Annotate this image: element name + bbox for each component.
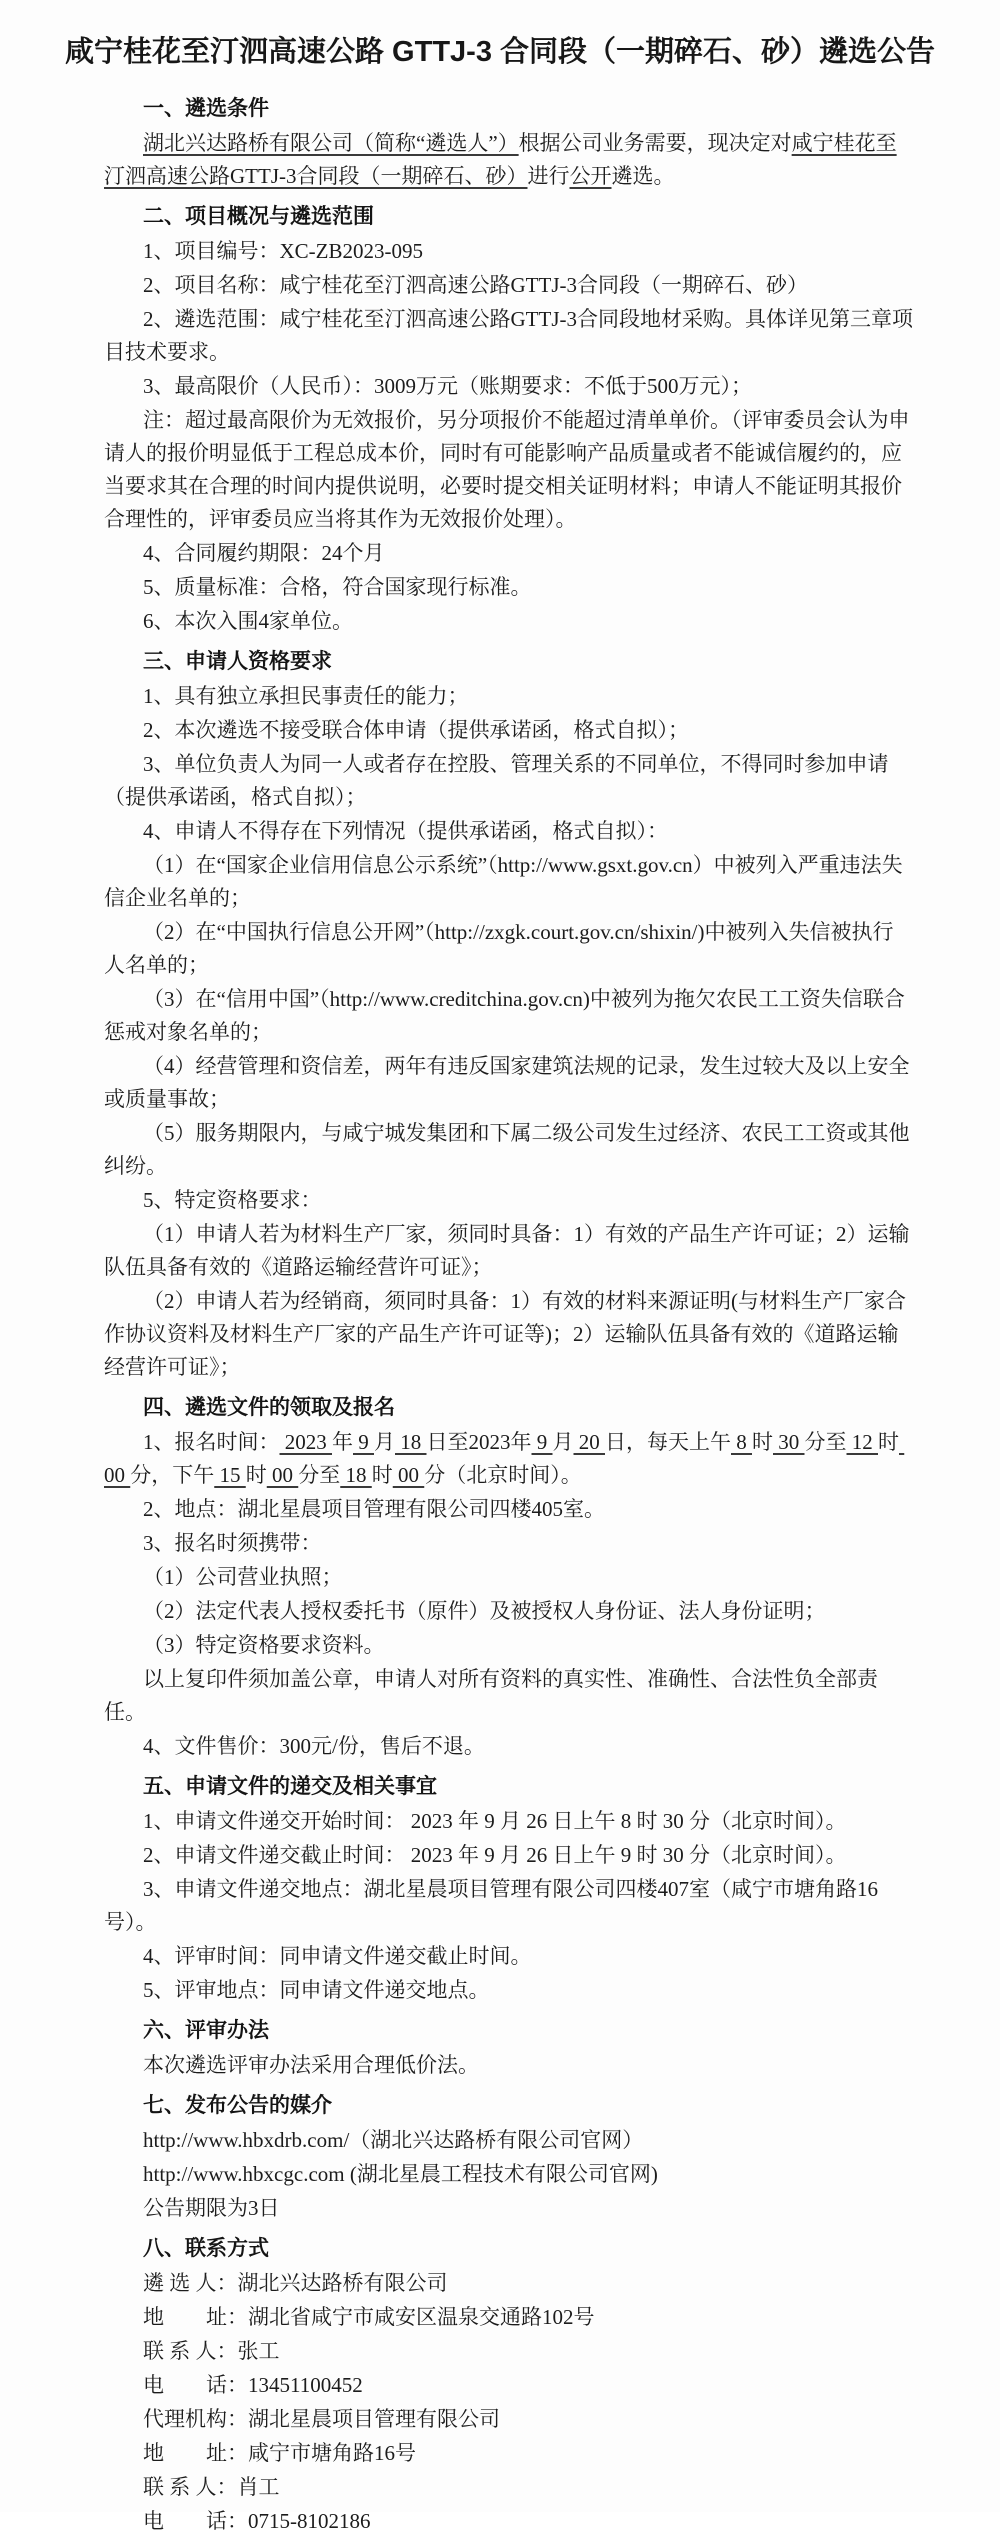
text-run: 时: [245, 1463, 267, 1487]
underlined-text: 15: [214, 1463, 246, 1487]
text-run: 1、申请文件递交开始时间： 2023 年 9 月 26 日上午 8 时 30 分（北京时间）。: [143, 1809, 847, 1833]
text-run: 3、单位负责人为同一人或者存在控股、管理关系的不同单位，不得同时参加申请（提供承诺函，格式自拟）；: [104, 752, 889, 809]
section-heading: [104, 1770, 914, 1803]
section-heading: [104, 200, 914, 233]
text-run: 代理机构：湖北星晨项目管理有限公司: [143, 2407, 500, 2431]
text-run: 6、本次入围4家单位。: [143, 609, 353, 633]
paragraph: [104, 1595, 914, 1628]
document-body: [104, 92, 914, 2538]
text-run: 进行: [527, 164, 570, 188]
text-run: 电 话：0715-8102186: [143, 2509, 371, 2533]
paragraph: [104, 269, 914, 302]
text-run: 七、发布公告的媒介: [143, 2094, 332, 2117]
paragraph: [104, 2471, 914, 2504]
paragraph: [104, 370, 914, 403]
paragraph: [104, 1285, 914, 1384]
text-run: 根据公司业务需要，现决定对: [518, 131, 792, 155]
text-run: 分至: [804, 1430, 847, 1454]
text-run: 八、联系方式: [143, 2237, 269, 2260]
paragraph: [104, 1050, 914, 1116]
paragraph: [104, 748, 914, 814]
paragraph: [104, 916, 914, 982]
text-run: 3、申请文件递交地点：湖北星晨项目管理有限公司四楼407室（咸宁市塘角路16号）。: [104, 1877, 878, 1934]
text-run: 1、具有独立承担民事责任的能力；: [143, 684, 469, 708]
paragraph: [104, 1663, 914, 1729]
text-run: （1）申请人若为材料生产厂家，须同时具备：1）有效的产品生产许可证；2）运输队伍具备有效的《道路运输经营许可证》；: [104, 1222, 910, 1279]
paragraph: [104, 1493, 914, 1526]
text-run: （1）在“国家企业信用信息公示系统”（http://www.gsxt.gov.cn）中被列入严重违法失信企业名单的；: [104, 853, 903, 910]
paragraph: [104, 1117, 914, 1183]
text-run: 5、质量标准：合格，符合国家现行标准。: [143, 575, 532, 599]
paragraph: [104, 2335, 914, 2368]
section-heading: [104, 92, 914, 125]
text-run: 2、本次遴选不接受联合体申请（提供承诺函，格式自拟）；: [143, 718, 689, 742]
page-title: 咸宁桂花至汀泗高速公路 GTTJ-3 合同段（一期碎石、砂）遴选公告: [64, 36, 935, 68]
underlined-text: 00: [392, 1463, 425, 1487]
text-run: 电 话：13451100452: [143, 2373, 363, 2397]
paragraph: [104, 815, 914, 848]
paragraph: [104, 2267, 914, 2300]
text-run: 联 系 人：肖工: [143, 2475, 280, 2499]
paragraph: [104, 537, 914, 570]
section-heading: [104, 2089, 914, 2122]
paragraph: [104, 1426, 914, 1492]
text-run: 2、遴选范围：咸宁桂花至汀泗高速公路GTTJ-3合同段地材采购。具体详见第三章项目技术要求。: [104, 307, 913, 364]
paragraph: [104, 1940, 914, 1973]
text-run: （1）公司营业执照；: [143, 1565, 343, 1589]
underlined-text: 30: [773, 1430, 805, 1454]
underlined-text: 12: [846, 1430, 878, 1454]
paragraph: [104, 571, 914, 604]
text-run: 3、报名时须携带：: [143, 1531, 322, 1555]
underlined-text: 公开: [569, 164, 612, 188]
text-run: （3）在“信用中国”（http://www.creditchina.gov.cn)中被列为拖欠农民工工资失信联合惩戒对象名单的；: [104, 987, 905, 1044]
text-run: 本次遴选评审办法采用合理低价法。: [143, 2053, 479, 2077]
paragraph: [104, 235, 914, 268]
underlined-text: 2023: [279, 1430, 332, 1454]
paragraph: [104, 404, 914, 536]
text-run: （2）法定代表人授权委托书（原件）及被授权人身份证、法人身份证明；: [143, 1599, 826, 1623]
text-run: 2、地点：湖北星晨项目管理有限公司四楼405室。: [143, 1497, 605, 1521]
text-run: 1、报名时间：: [143, 1430, 280, 1454]
paragraph: [104, 2369, 914, 2402]
paragraph: [104, 849, 914, 915]
paragraph: [104, 2403, 914, 2436]
underlined-text: 18: [340, 1463, 372, 1487]
paragraph: [104, 983, 914, 1049]
text-run: 五、申请文件的递交及相关事宜: [143, 1775, 437, 1798]
text-run: （4）经营管理和资信差，两年有违反国家建筑法规的记录，发生过较大及以上安全或质量事故；: [104, 1054, 910, 1111]
text-run: 1、项目编号：XC-ZB2023-095: [143, 239, 423, 263]
underlined-text: 18: [395, 1430, 427, 1454]
text-run: http://www.hbxdrb.com/（湖北兴达路桥有限公司官网）: [143, 2128, 644, 2152]
paragraph: [104, 2505, 914, 2538]
underlined-text: 00: [104, 1430, 905, 1487]
paragraph: [104, 1805, 914, 1838]
underlined-text: 00: [266, 1463, 299, 1487]
text-run: 2、项目名称：咸宁桂花至汀泗高速公路GTTJ-3合同段（一期碎石、砂）: [143, 273, 808, 297]
paragraph: [104, 2192, 914, 2225]
underlined-text: 9: [531, 1430, 553, 1454]
paragraph: [104, 714, 914, 747]
paragraph: [104, 2301, 914, 2334]
paragraph: [104, 2158, 914, 2191]
text-run: 地 址：湖北省咸宁市咸安区温泉交通路102号: [143, 2305, 595, 2329]
paragraph: [104, 1561, 914, 1594]
text-run: （2）在“中国执行信息公开网”（http://zxgk.court.gov.cn/shixin/)中被列入失信被执行人名单的；: [104, 920, 894, 977]
paragraph: [104, 1974, 914, 2007]
text-run: 分（北京时间）。: [424, 1463, 582, 1487]
text-run: 遴选。: [611, 164, 675, 188]
text-run: （3）特定资格要求资料。: [143, 1633, 385, 1657]
text-run: 时: [371, 1463, 393, 1487]
text-run: （2）申请人若为经销商，须同时具备：1）有效的材料来源证明(与材料生产厂家合作协议资料及材料生产厂家的产品生产许可证等)；2）运输队伍具备有效的《道路运输经营许可证》；: [104, 1289, 906, 1379]
text-run: 四、遴选文件的领取及报名: [143, 1396, 395, 1419]
text-run: http://www.hbxcgc.com (湖北星晨工程技术有限公司官网): [143, 2162, 658, 2186]
paragraph: [104, 127, 914, 193]
text-run: 3、最高限价（人民币）：3009万元（账期要求：不低于500万元）；: [143, 374, 752, 398]
section-heading: [104, 2232, 914, 2265]
paragraph: [104, 1184, 914, 1217]
paragraph: [104, 2437, 914, 2470]
section-heading: [104, 1391, 914, 1424]
paragraph: [104, 2049, 914, 2082]
paragraph: [104, 1873, 914, 1939]
text-run: 年: [332, 1430, 353, 1454]
text-run: 日至2023年: [426, 1430, 532, 1454]
text-run: 遴 选 人：湖北兴达路桥有限公司: [143, 2271, 448, 2295]
paragraph: [104, 680, 914, 713]
text-run: 4、评审时间：同申请文件递交截止时间。: [143, 1944, 532, 1968]
text-run: 月: [552, 1430, 574, 1454]
paragraph: [104, 1218, 914, 1284]
paragraph: [104, 1527, 914, 1560]
underlined-text: 9: [353, 1430, 374, 1454]
text-run: 时: [752, 1430, 773, 1454]
paragraph: [104, 303, 914, 369]
underlined-text: 咸宁桂花至汀泗高速公路GTTJ-3合同段（一期碎石、砂）: [104, 131, 897, 188]
text-run: 5、评审地点：同申请文件递交地点。: [143, 1978, 490, 2002]
text-run: 日，每天上午: [605, 1430, 731, 1454]
text-run: 分至: [298, 1463, 341, 1487]
text-run: 三、申请人资格要求: [143, 650, 332, 673]
text-run: 二、项目概况与遴选范围: [143, 205, 374, 228]
text-run: 地 址：咸宁市塘角路16号: [143, 2441, 416, 2465]
text-run: 4、申请人不得存在下列情况（提供承诺函，格式自拟）：: [143, 819, 668, 843]
text-run: 六、评审办法: [143, 2019, 269, 2042]
text-run: 注：超过最高限价为无效报价，另分项报价不能超过清单单价。（评审委员会认为申请人的报价明显低于工程总成本价，同时有可能影响产品质量或者不能诚信履约的，应当要求其在合理的时间内提供说明，必要时提交相关证明材料；申请人不能证明其报价合理性的，评审委员应当将其作为无效报价处理）。: [104, 408, 910, 531]
text-run: （5）服务期限内，与咸宁城发集团和下属二级公司发生过经济、农民工工资或其他纠纷。: [104, 1121, 910, 1178]
text-run: 4、合同履约期限：24个月: [143, 541, 385, 565]
text-run: 公告期限为3日: [143, 2196, 280, 2220]
text-run: 4、文件售价：300元/份，售后不退。: [143, 1734, 485, 1758]
section-heading: [104, 645, 914, 678]
text-run: 一、遴选条件: [143, 97, 269, 120]
underlined-text: 8: [731, 1430, 752, 1454]
paragraph: [104, 605, 914, 638]
text-run: 联 系 人：张工: [143, 2339, 280, 2363]
paragraph: [104, 1839, 914, 1872]
text-run: 以上复印件须加盖公章，申请人对所有资料的真实性、准确性、合法性负全部责任。: [104, 1667, 878, 1724]
text-run: 分，下午: [130, 1463, 215, 1487]
underlined-text: 湖北兴达路桥有限公司（简称“遴选人”）: [143, 131, 519, 155]
text-run: 时: [878, 1430, 899, 1454]
text-run: 2、申请文件递交截止时间： 2023 年 9 月 26 日上午 9 时 30 分（北京时间）。: [143, 1843, 847, 1867]
text-run: 月: [374, 1430, 395, 1454]
paragraph: [104, 1629, 914, 1662]
text-run: 5、特定资格要求：: [143, 1188, 322, 1212]
underlined-text: 20: [573, 1430, 605, 1454]
section-heading: [104, 2014, 914, 2047]
paragraph: [104, 2124, 914, 2157]
paragraph: [104, 1730, 914, 1763]
